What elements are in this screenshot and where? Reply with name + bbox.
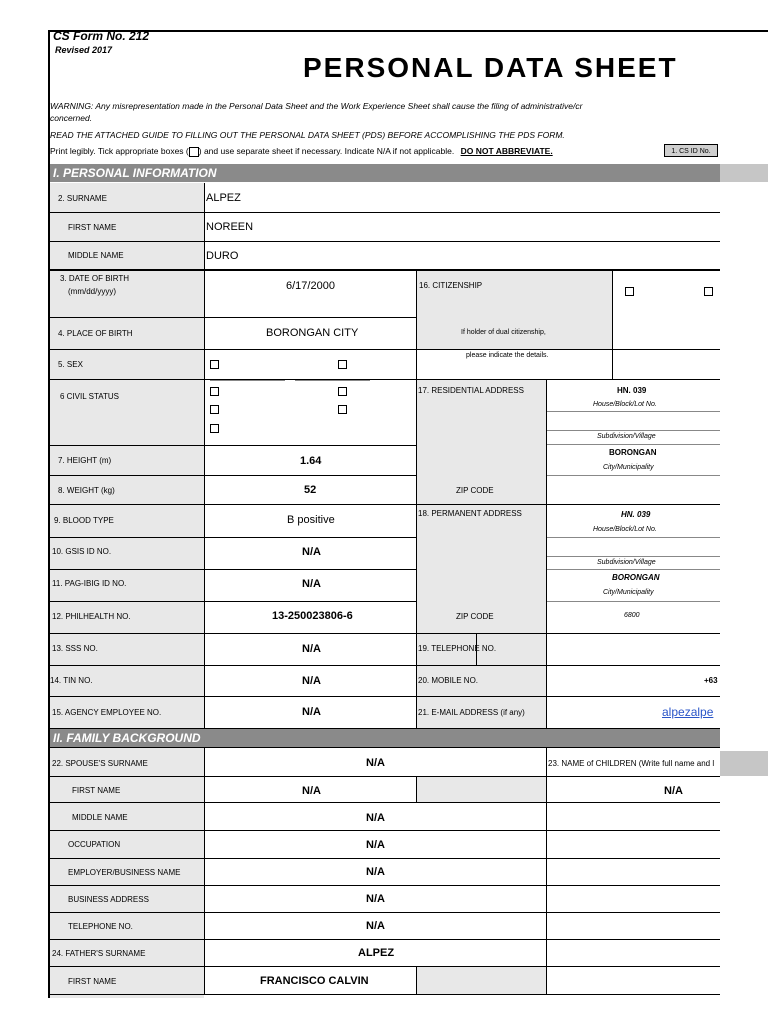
sss-value[interactable]: N/A: [302, 643, 321, 655]
children-label: 23. NAME of CHILDREN (Write full name and l: [548, 759, 715, 768]
spouse-middle-value[interactable]: N/A: [366, 812, 385, 824]
sex-label: 5. SEX: [58, 360, 83, 369]
philhealth-value[interactable]: 13-250023806-6: [272, 610, 353, 622]
father-surname-label: 24. FATHER'S SURNAME: [52, 949, 146, 958]
telephone-label: 19. TELEPHONE NO.: [418, 644, 497, 653]
citizenship-filipino-checkbox[interactable]: [625, 287, 634, 296]
read-guide-text: READ THE ATTACHED GUIDE TO FILLING OUT THE PERSONAL DATA SHEET (PDS) BEFORE ACCOMPLISHING THE PDS FORM.: [50, 130, 565, 140]
civil-married-checkbox[interactable]: [338, 387, 347, 396]
civil-single-checkbox[interactable]: [210, 387, 219, 396]
occupation-value[interactable]: N/A: [366, 839, 385, 851]
res-zip-label: ZIP CODE: [456, 486, 494, 495]
section-personal-info: I. PERSONAL INFORMATION: [50, 164, 720, 182]
res-subdiv-caption: Subdivision/Village: [597, 433, 656, 440]
civil-separated-checkbox[interactable]: [338, 405, 347, 414]
cs-id-label: 1. CS ID No.: [664, 144, 718, 157]
gsis-value[interactable]: N/A: [302, 546, 321, 558]
page-title: PERSONAL DATA SHEET: [303, 52, 678, 83]
philhealth-label: 12. PHILHEALTH NO.: [52, 612, 131, 621]
print-instructions: Print legibly. Tick appropriate boxes ( ) and use separate sheet if necessary. Indicate N/A if not applicable. DO NOT ABBREVIATE.: [50, 146, 553, 156]
employer-value[interactable]: N/A: [366, 866, 385, 878]
perm-house-value[interactable]: HN. 039: [621, 510, 651, 519]
spouse-telephone-label: TELEPHONE NO.: [68, 922, 133, 931]
blood-type-value[interactable]: B positive: [287, 514, 335, 526]
dob-label: 3. DATE OF BIRTH: [60, 274, 130, 283]
spouse-telephone-value[interactable]: N/A: [366, 920, 385, 932]
father-name-ext-cell: [416, 966, 546, 994]
perm-city-caption: City/Municipality: [603, 589, 654, 596]
height-label: 7. HEIGHT (m): [58, 456, 112, 465]
employer-label: EMPLOYER/BUSINESS NAME: [68, 868, 181, 877]
weight-label: 8. WEIGHT (kg): [58, 486, 115, 495]
father-first-label: FIRST NAME: [68, 977, 117, 986]
dob-value[interactable]: 6/17/2000: [286, 280, 335, 292]
agency-no-value[interactable]: N/A: [302, 706, 321, 718]
spouse-first-value[interactable]: N/A: [302, 785, 321, 797]
pagibig-label: 11. PAG-IBIG ID NO.: [52, 579, 127, 588]
gsis-label: 10. GSIS ID NO.: [52, 547, 112, 556]
res-house-value[interactable]: HN. 039: [617, 386, 647, 395]
residential-address-label: 17. RESIDENTIAL ADDRESS: [418, 386, 524, 395]
perm-zip-value[interactable]: 6800: [624, 612, 640, 619]
warning-text: WARNING: Any misrepresentation made in the Personal Data Sheet and the Work Experience Sheet shall cause the filing of administrative/cr: [50, 101, 583, 111]
mobile-value[interactable]: +63: [704, 676, 718, 685]
civil-status-label: 6 CIVIL STATUS: [60, 392, 119, 401]
res-house-caption: House/Block/Lot No.: [593, 401, 657, 408]
business-address-value[interactable]: N/A: [366, 893, 385, 905]
agency-no-label: 15. AGENCY EMPLOYEE NO.: [52, 708, 162, 717]
first-name-label: FIRST NAME: [68, 223, 117, 232]
surname-label: 2. SURNAME: [58, 194, 107, 203]
blood-type-label: 9. BLOOD TYPE: [54, 516, 114, 525]
civil-other-checkbox[interactable]: [210, 424, 219, 433]
business-address-label: BUSINESS ADDRESS: [68, 895, 149, 904]
citizenship-label: 16. CITIZENSHIP: [419, 281, 483, 290]
res-city-value[interactable]: BORONGAN: [609, 448, 657, 457]
height-value[interactable]: 1.64: [300, 455, 322, 467]
section-family-background: II. FAMILY BACKGROUND: [50, 729, 720, 747]
civil-widowed-checkbox[interactable]: [210, 405, 219, 414]
section-bar-edge-2: [720, 751, 768, 776]
father-surname-value[interactable]: ALPEZ: [358, 947, 395, 959]
citizenship-dual-checkbox[interactable]: [704, 287, 713, 296]
email-label: 21. E-MAIL ADDRESS (if any): [418, 708, 525, 717]
warning-text-2: concerned.: [50, 113, 93, 123]
form-revision: Revised 2017: [55, 45, 113, 55]
middle-name-label: MIDDLE NAME: [68, 251, 124, 260]
spouse-surname-value[interactable]: N/A: [366, 757, 385, 769]
pob-value[interactable]: BORONGAN CITY: [266, 327, 359, 339]
dual-citizenship-note-2: please indicate the details.: [466, 352, 549, 359]
sss-label: 13. SSS NO.: [52, 644, 98, 653]
spouse-middle-label: MIDDLE NAME: [72, 813, 128, 822]
email-value[interactable]: alpezalpe: [662, 705, 714, 719]
section-bar-edge: [720, 164, 768, 182]
spouse-name-ext-cell: [416, 776, 546, 802]
form-number: CS Form No. 212: [53, 29, 150, 43]
perm-city-value[interactable]: BORONGAN: [612, 573, 660, 582]
sex-female-checkbox[interactable]: [338, 360, 347, 369]
top-border: [48, 30, 768, 32]
first-name-value[interactable]: NOREEN: [206, 221, 254, 233]
father-first-value[interactable]: FRANCISCO CALVIN: [260, 975, 369, 987]
perm-subdiv-caption: Subdivision/Village: [597, 559, 656, 566]
pagibig-value[interactable]: N/A: [302, 578, 321, 590]
perm-zip-label: ZIP CODE: [456, 612, 494, 621]
occupation-label: OCCUPATION: [68, 840, 121, 849]
sex-male-checkbox[interactable]: [210, 360, 219, 369]
pob-label: 4. PLACE OF BIRTH: [58, 329, 133, 338]
perm-house-caption: House/Block/Lot No.: [593, 526, 657, 533]
permanent-address-label: 18. PERMANENT ADDRESS: [418, 509, 522, 518]
dob-format: (mm/dd/yyyy): [68, 287, 116, 296]
surname-value[interactable]: ALPEZ: [206, 192, 241, 204]
tin-label: 14. TIN NO.: [50, 676, 93, 685]
tin-value[interactable]: N/A: [302, 675, 321, 687]
mobile-label: 20. MOBILE NO.: [418, 676, 479, 685]
middle-name-value[interactable]: DURO: [206, 250, 239, 262]
res-city-caption: City/Municipality: [603, 464, 654, 471]
dual-citizenship-note: If holder of dual citizenship,: [461, 329, 546, 336]
weight-value[interactable]: 52: [304, 484, 317, 496]
spouse-surname-label: 22. SPOUSE'S SURNAME: [52, 759, 148, 768]
children-value[interactable]: N/A: [664, 785, 683, 797]
spouse-first-label: FIRST NAME: [72, 786, 121, 795]
